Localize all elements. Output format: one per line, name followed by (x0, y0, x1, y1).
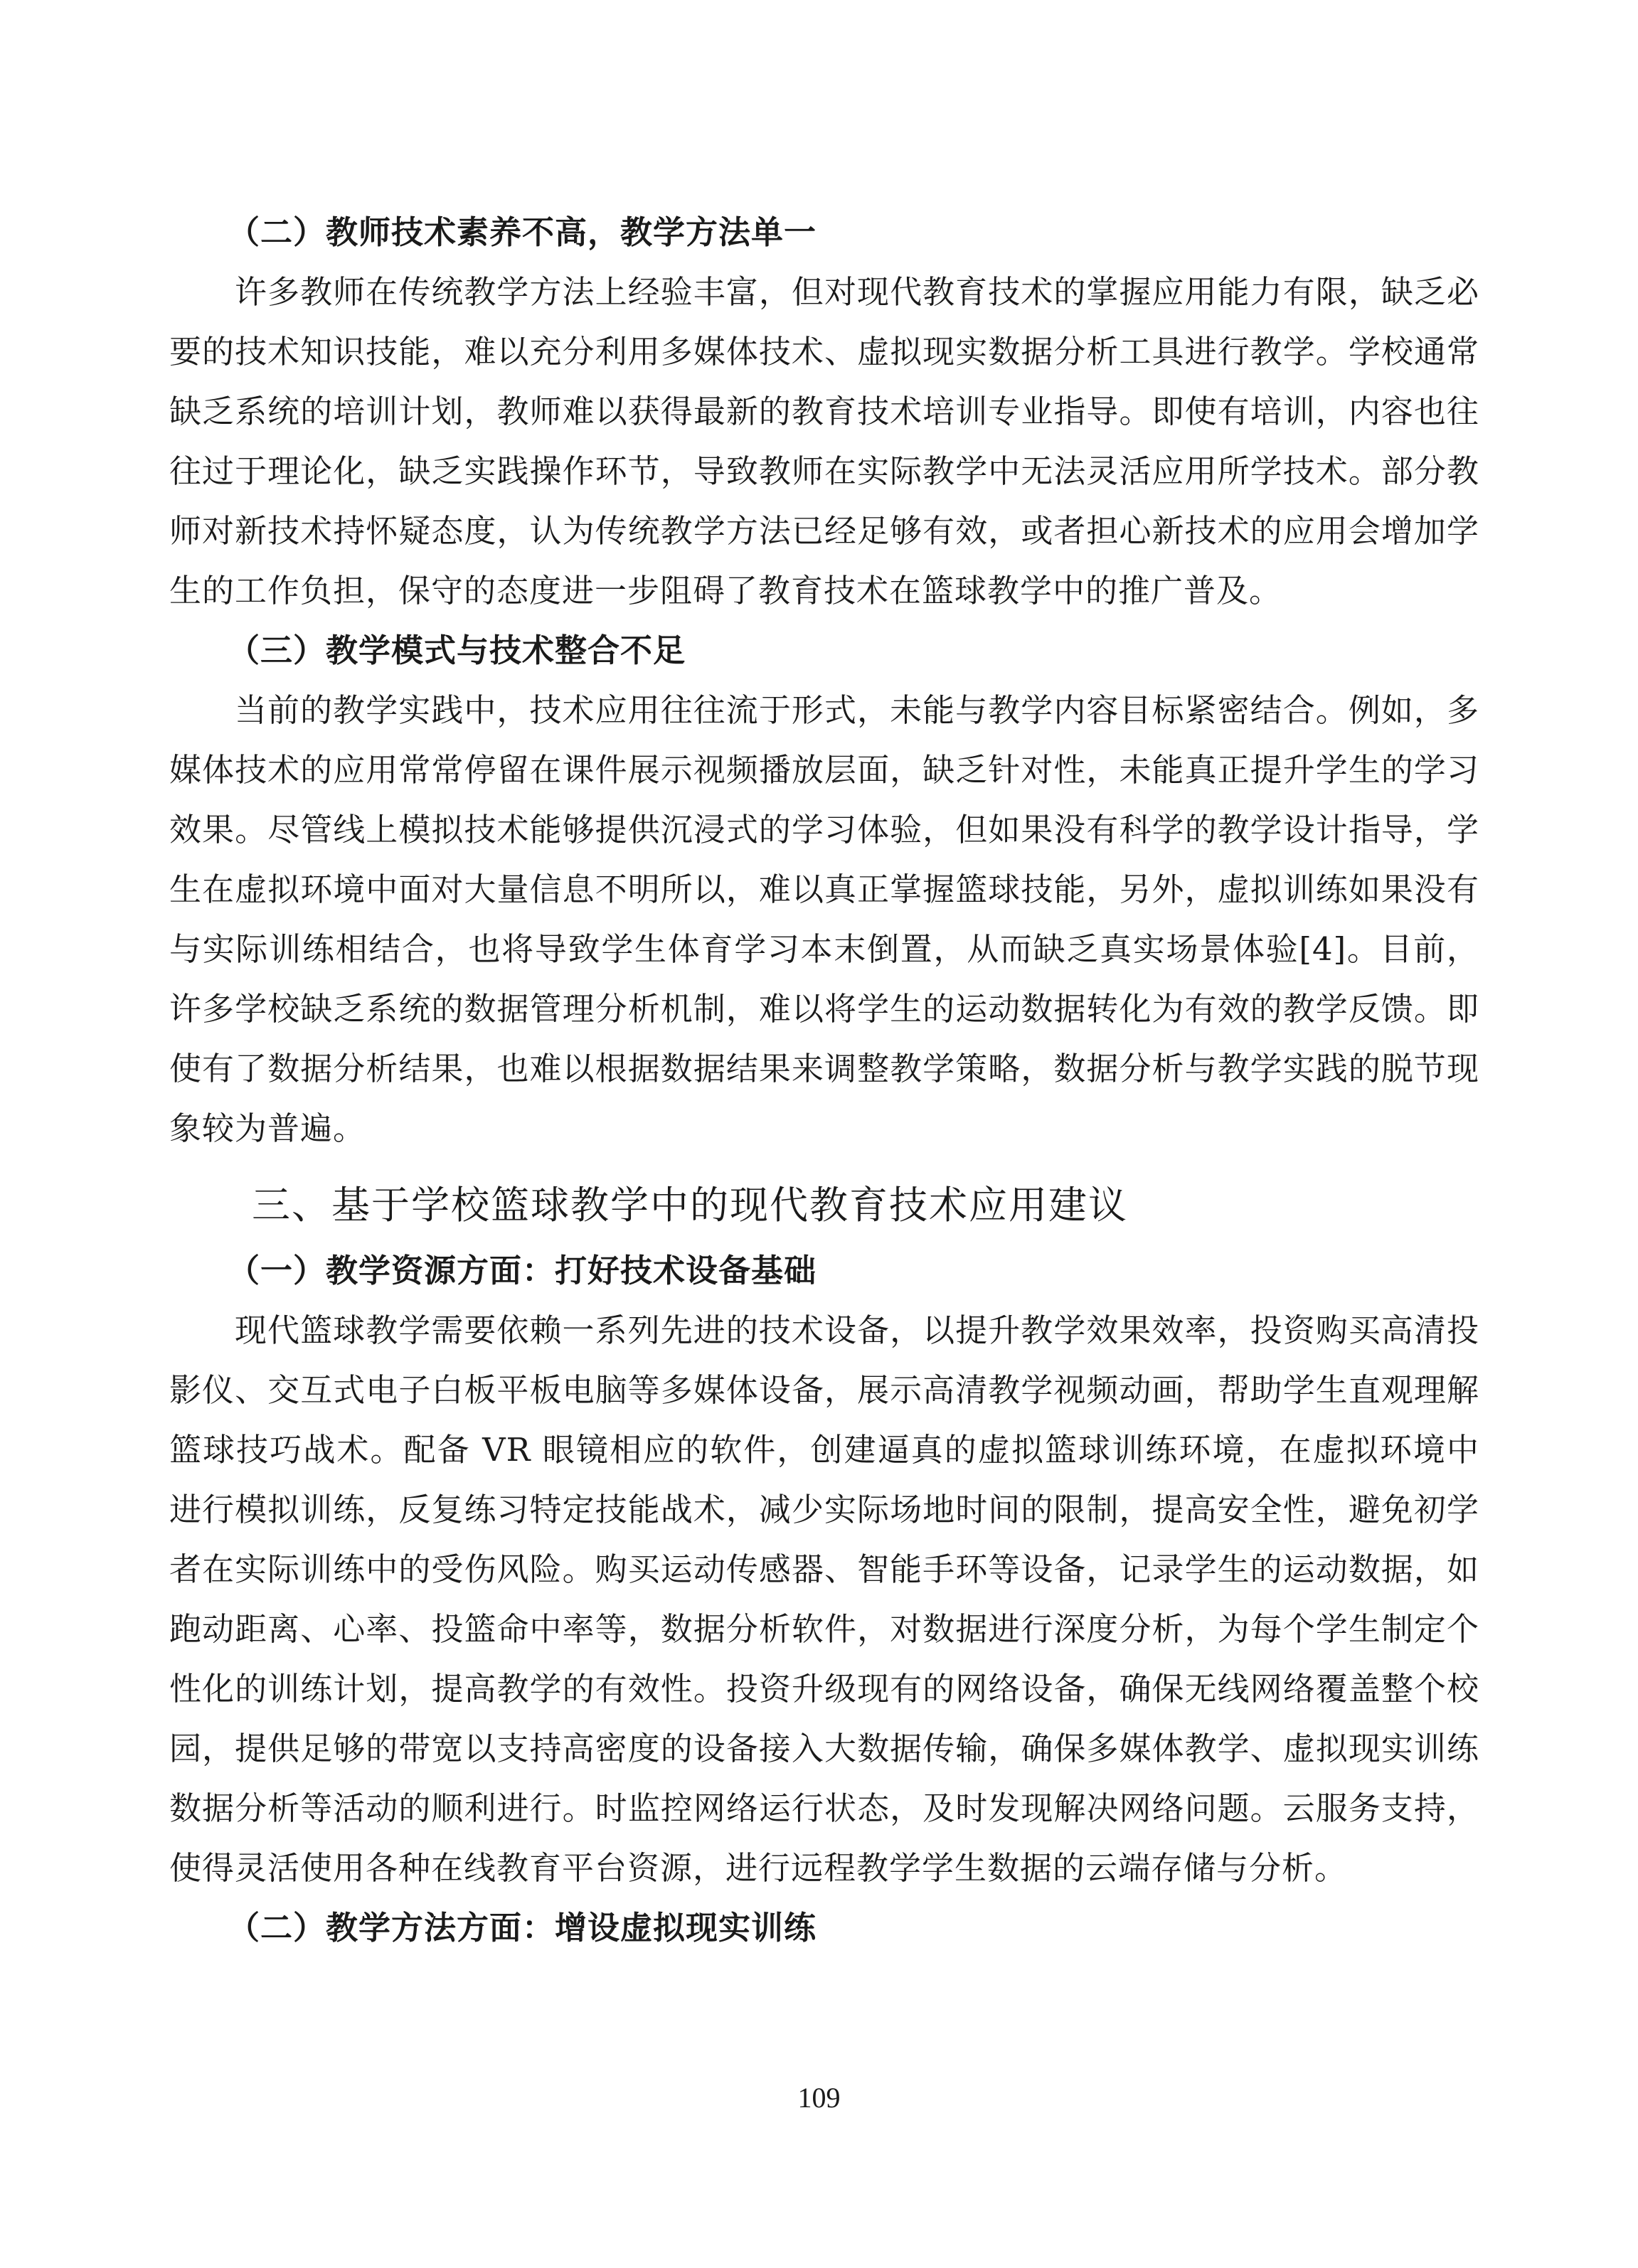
subheading-teaching-methods: （二）教学方法方面：增设虚拟现实训练 (228, 1909, 817, 1947)
page-number: 109 (797, 2082, 841, 2114)
body-text (169, 203, 1479, 1958)
subheading-teaching-resources: （一）教学资源方面：打好技术设备基础 (228, 1252, 817, 1289)
subheading-teacher-skills: （二）教师技术素养不高，教学方法单一 (228, 213, 817, 251)
paragraph-teacher-skills: 许多教师在传统教学方法上经验丰富，但对现代教育技术的掌握应用能力有限，缺乏必要的技术知识技能，难以充分利用多媒体技术、虚拟现实数据分析工具进行教学。学校通常缺乏系统的培训计划，教师难以获得最新的教育技术培训专业指导。即使有培训，内容也往往过于理论化，缺乏实践操作环节，导致教师在实际教学中无法灵活应用所学技术。部分教师对新技术持怀疑态度，认为传统教学方法已经足够有效，或者担心新技术的应用会增加学生的工作负担，保守的态度进一步阻碍了教育技术在篮球教学中的推广普及。 (169, 273, 1479, 609)
subheading-teaching-integration: （三）教学模式与技术整合不足 (228, 632, 686, 669)
paragraph-teaching-resources: 现代篮球教学需要依赖一系列先进的技术设备，以提升教学效果效率，投资购买高清投影仪、交互式电子白板平板电脑等多媒体设备，展示高清教学视频动画，帮助学生直观理解篮球技巧战术。配备 VR 眼镜相应的软件，创建逼真的虚拟篮球训练环境，在虚拟环境中进行模拟训练，反复练习特定技能战术，减少实际场地时间的限制，提高安全性，避免初学者在实际训练中的受伤风险。购买运动传感器、智能手环等设备，记录学生的运动数据，如跑动距离、心率、投篮命中率等，数据分析软件，对数据进行深度分析，为每个学生制定个性化的训练计划，提高教学的有效性。投资升级现有的网络设备，确保无线网络覆盖整个校园，提供足够的带宽以支持高密度的设备接入大数据传输，确保多媒体教学、虚拟现实训练数据分析等活动的顺利进行。时监控网络运行状态，及时发现解决网络问题。云服务支持，使得灵活使用各种在线教育平台资源，进行远程教学学生数据的云端存储与分析。 (169, 1311, 1479, 1887)
paragraph-teaching-integration: 当前的教学实践中，技术应用往往流于形式，未能与教学内容目标紧密结合。例如，多媒体技术的应用常常停留在课件展示视频播放层面，缺乏针对性，未能真正提升学生的学习效果。尽管线上模拟技术能够提供沉浸式的学习体验，但如果没有科学的教学设计指导，学生在虚拟环境中面对大量信息不明所以，难以真正掌握篮球技能，另外，虚拟训练如果没有与实际训练相结合，也将导致学生体育学习本末倒置，从而缺乏真实场景体验[4]。目前，许多学校缺乏系统的数据管理分析机制，难以将学生的运动数据转化为有效的教学反馈。即使有了数据分析结果，也难以根据数据结果来调整教学策略，数据分析与教学实践的脱节现象较为普遍。 (169, 691, 1479, 1147)
section-heading-suggestions: 三、基于学校篮球教学中的现代教育技术应用建议 (252, 1183, 1128, 1228)
